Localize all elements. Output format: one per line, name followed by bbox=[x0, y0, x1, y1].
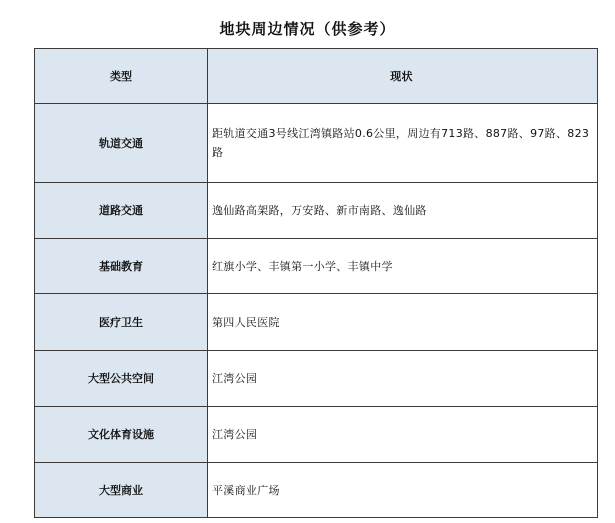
row-status-value: 逸仙路高架路，万安路、新市南路、逸仙路 bbox=[208, 183, 598, 239]
header-status: 现状 bbox=[208, 49, 598, 104]
surroundings-table bbox=[34, 48, 598, 518]
row-type-label: 大型公共空间 bbox=[35, 351, 208, 407]
table-row bbox=[35, 407, 598, 463]
table-header-row bbox=[35, 49, 598, 104]
table-row bbox=[35, 294, 598, 351]
row-status-value: 距轨道交通3号线江湾镇路站0.6公里，周边有713路、887路、97路、823路 bbox=[208, 104, 598, 183]
row-status-value: 第四人民医院 bbox=[208, 294, 598, 351]
row-type-label: 基础教育 bbox=[35, 239, 208, 294]
row-type-label: 大型商业 bbox=[35, 463, 208, 518]
header-type: 类型 bbox=[35, 49, 208, 104]
row-type-label: 医疗卫生 bbox=[35, 294, 208, 351]
table-row bbox=[35, 239, 598, 294]
row-status-value: 江湾公园 bbox=[208, 351, 598, 407]
row-type-label: 道路交通 bbox=[35, 183, 208, 239]
table-row bbox=[35, 183, 598, 239]
row-type-label: 轨道交通 bbox=[35, 104, 208, 183]
row-status-value: 平溪商业广场 bbox=[208, 463, 598, 518]
table-row bbox=[35, 351, 598, 407]
row-type-label: 文化体育设施 bbox=[35, 407, 208, 463]
row-status-value: 江湾公园 bbox=[208, 407, 598, 463]
page-title: 地块周边情况（供参考） bbox=[219, 20, 396, 38]
table-row bbox=[35, 104, 598, 183]
row-status-value: 红旗小学、丰镇第一小学、丰镇中学 bbox=[208, 239, 598, 294]
table-row bbox=[35, 463, 598, 518]
